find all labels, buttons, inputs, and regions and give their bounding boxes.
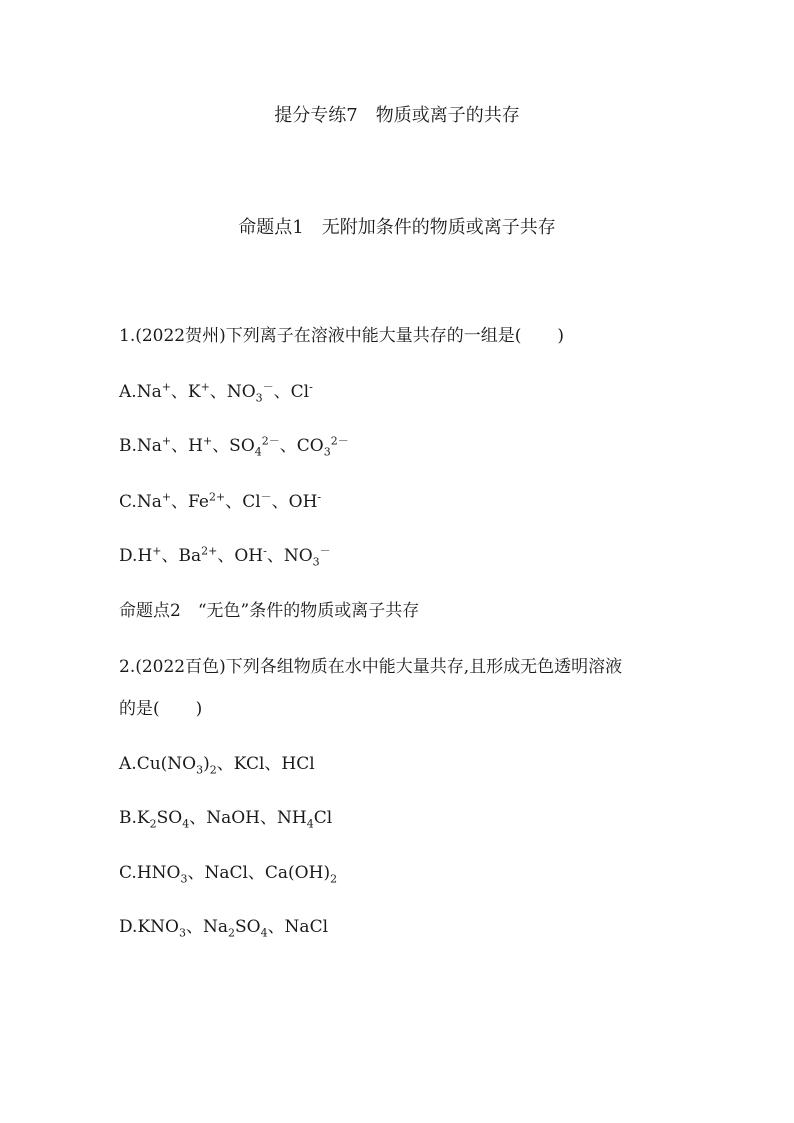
formula-text: SO xyxy=(234,917,261,937)
subscript: 3 xyxy=(323,445,331,459)
formula-text: 、OH xyxy=(217,546,264,566)
charge: + xyxy=(152,544,162,558)
charge: + xyxy=(161,490,172,504)
formula-text: 、Ba xyxy=(161,546,202,566)
option-letter: D. xyxy=(119,917,138,937)
subscript: 3 xyxy=(178,926,186,940)
q2-option-c xyxy=(119,861,337,885)
subscript: 2 xyxy=(149,817,157,831)
formula-text: SO xyxy=(156,808,183,828)
section-heading-2: 命题点2 “无色”条件的物质或离子共存 xyxy=(119,601,420,621)
formula-text: Na xyxy=(136,382,162,402)
charge: + xyxy=(161,380,171,394)
subscript: 4 xyxy=(182,817,190,831)
subscript: 3 xyxy=(196,763,204,777)
option-letter: D. xyxy=(119,546,138,566)
option-letter: A. xyxy=(119,754,137,774)
formula-text: K xyxy=(136,808,150,828)
question-1-text: 1.(2022贺州)下列离子在溶液中能大量共存的一组是( xyxy=(119,326,522,346)
formula-text: 、OH xyxy=(271,492,318,512)
question-1-stem xyxy=(119,324,564,348)
subscript: 2 xyxy=(227,926,235,940)
option-letter: C. xyxy=(119,492,137,512)
formula-text: 、CO xyxy=(279,436,324,456)
question-2-text: 的是( xyxy=(119,699,160,719)
formula-text: Na xyxy=(136,492,162,512)
subscript: 4 xyxy=(260,926,268,940)
charge: － xyxy=(262,380,274,394)
page-title: 提分专练7 物质或离子的共存 xyxy=(274,105,520,126)
formula-text: Na xyxy=(136,436,162,456)
question-2-stem-line1: 2.(2022百色)下列各组物质在水中能大量共存,且形成无色透明溶液 xyxy=(119,657,623,677)
option-letter: A. xyxy=(119,382,137,402)
q1-option-c xyxy=(119,490,321,514)
option-letter: C. xyxy=(119,863,137,883)
q1-option-b xyxy=(119,434,349,458)
formula-text: 、NaOH、NH xyxy=(189,808,307,828)
q2-option-d xyxy=(119,915,328,939)
subscript: 3 xyxy=(255,391,263,405)
q2-option-b xyxy=(119,806,332,830)
subscript: 4 xyxy=(254,445,262,459)
charge: - xyxy=(309,380,313,394)
formula-text: ) xyxy=(203,754,210,774)
question-1-close: ) xyxy=(557,326,565,346)
charge: － xyxy=(260,490,272,504)
question-2-stem-line2 xyxy=(119,697,202,721)
formula-text: 、Cl xyxy=(273,382,310,402)
charge: 2+ xyxy=(201,544,218,558)
option-letter: B. xyxy=(119,436,137,456)
q2-option-a xyxy=(119,752,315,776)
charge: － xyxy=(319,544,331,558)
subscript: 2 xyxy=(330,872,338,886)
formula-text: 、K xyxy=(170,382,201,402)
subscript: 2 xyxy=(209,763,217,777)
formula-text: 、Fe xyxy=(171,492,209,512)
question-2-close: ) xyxy=(195,699,203,719)
formula-text: 、H xyxy=(171,436,203,456)
formula-text: Cu(NO xyxy=(136,754,197,774)
formula-text: HNO xyxy=(136,863,181,883)
q1-option-d xyxy=(119,544,331,568)
charge: 2－ xyxy=(261,434,280,448)
charge: + xyxy=(161,434,172,448)
formula-text: 、NO xyxy=(266,546,313,566)
formula-text: H xyxy=(137,546,153,566)
formula-text: 、Cl xyxy=(225,492,261,512)
formula-text: 、NaCl、Ca(OH) xyxy=(187,863,331,883)
charge: - xyxy=(263,544,267,558)
subscript: 3 xyxy=(312,555,320,569)
charge: - xyxy=(317,490,322,504)
formula-text: 、NO xyxy=(209,382,256,402)
formula-text: KNO xyxy=(137,917,179,937)
formula-text: 、Na xyxy=(185,917,228,937)
formula-text: Cl xyxy=(313,808,333,828)
subscript: 4 xyxy=(306,817,314,831)
charge: 2+ xyxy=(208,490,226,504)
q1-option-a xyxy=(119,380,313,404)
charge: 2－ xyxy=(330,434,349,448)
option-letter: B. xyxy=(119,808,137,828)
formula-text: 、NaCl xyxy=(267,917,329,937)
section-heading-1: 命题点1 无附加条件的物质或离子共存 xyxy=(238,217,556,238)
subscript: 3 xyxy=(180,872,188,886)
formula-text: 、KCl、HCl xyxy=(216,754,315,774)
formula-text: 、SO xyxy=(212,436,255,456)
charge: + xyxy=(202,434,213,448)
charge: + xyxy=(200,380,210,394)
